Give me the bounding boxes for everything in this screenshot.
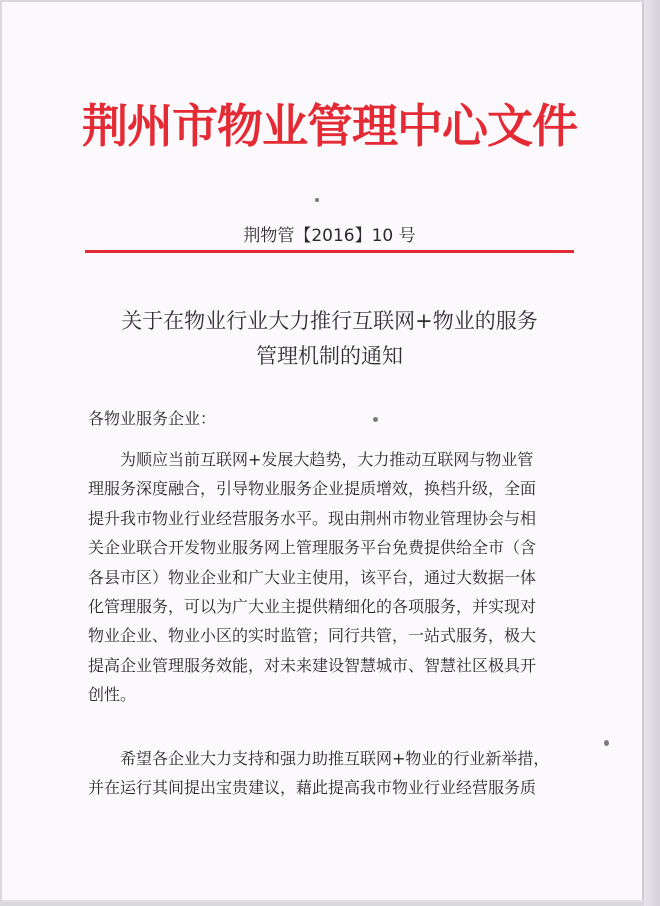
paragraph-line: 为顺应当前互联网+发展大趋势，大力推动互联网与物业管 bbox=[120, 450, 534, 469]
notice-subject bbox=[2, 304, 642, 374]
subject-line-1: 关于在物业行业大力推行互联网+物业的服务 bbox=[121, 309, 538, 333]
paragraph-line: 创性。 bbox=[88, 685, 137, 705]
paragraph-line: 希望各企业大力支持和强力助推互联网+物业的行业新举措， bbox=[120, 749, 550, 768]
paragraph-line: 理服务深度融合，引导物业服务企业提质增效，换档升级，全面 bbox=[88, 479, 537, 499]
subject-line-2: 管理机制的通知 bbox=[256, 344, 403, 368]
paragraph-line: 化管理服务，可以为广大业主提供精细化的各项服务，并实现对 bbox=[88, 597, 537, 617]
scan-speck bbox=[315, 198, 319, 202]
scan-speck bbox=[373, 417, 378, 422]
scan-speck bbox=[604, 740, 609, 746]
red-separator-line bbox=[85, 250, 574, 253]
paragraph-line: 提高企业管理服务效能，对未来建设智慧城市、智慧社区极具开 bbox=[88, 655, 537, 675]
paragraph-2 bbox=[88, 744, 549, 803]
paragraph-line: 各县市区）物业企业和广大业主使用，该平台，通过大数据一体 bbox=[88, 567, 537, 587]
document-page bbox=[2, 2, 642, 900]
paragraph-1 bbox=[88, 445, 536, 710]
scan-edge-shadow bbox=[644, 0, 660, 906]
org-header-title: 荆州市物业管理中心文件 bbox=[82, 99, 577, 153]
paragraph-line: 并在运行其间提出宝贵建议，藉此提高我市物业行业经营服务质 bbox=[88, 778, 537, 798]
paragraph-line: 关企业联合开发物业服务网上管理服务平台免费提供给全市（含 bbox=[88, 538, 537, 558]
document-number: 荆物管【2016】10 号 bbox=[243, 226, 416, 246]
paragraph-line: 物业企业、物业小区的实时监管；同行共管，一站式服务，极大 bbox=[88, 626, 537, 646]
paragraph-line: 提升我市物业行业经营服务水平。现由荆州市物业管理协会与相 bbox=[88, 508, 537, 528]
salutation: 各物业服务企业： bbox=[88, 409, 217, 428]
